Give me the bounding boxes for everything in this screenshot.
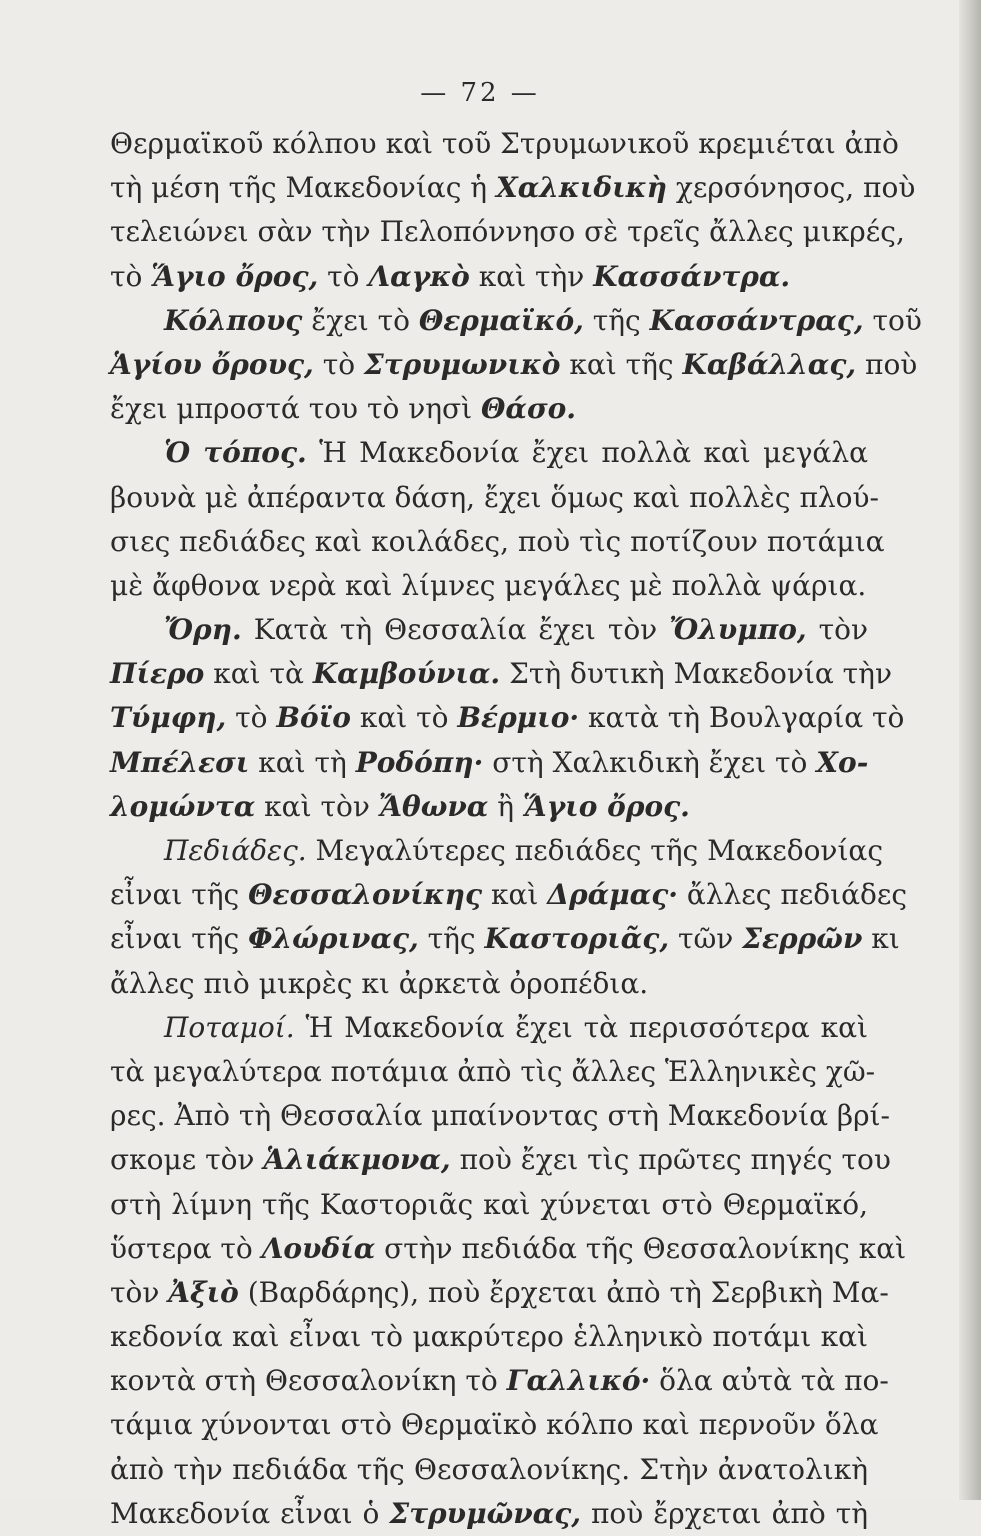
text-run: τὸ [318, 259, 369, 293]
emphasized-term: Πεδιάδες. [164, 834, 307, 867]
text-run: σιες πεδιάδες καὶ κοιλάδες, ποὺ τὶς ποτίζουν ποτάμια [110, 524, 885, 558]
text-run: ἄλλες πιὸ μικρὲς κι ἀρκετὰ ὀροπέδια. [110, 966, 649, 1000]
text-run: Θερμαϊκοῦ κόλπου καὶ τοῦ Στρυμωνικοῦ κρεμιέται ἀπὸ [110, 127, 899, 160]
page-edge [959, 0, 981, 1500]
text-run: Κατὰ τὴ Θεσσαλία ἔχει τὸν [241, 613, 670, 647]
body-text [110, 122, 922, 1536]
text-run: ὕστερα τὸ [110, 1231, 262, 1265]
emphasized-term: Μπέλεσι [110, 745, 250, 779]
text-line [110, 299, 922, 343]
text-run: ἀπὸ τὴν πεδιάδα τῆς Θεσσαλονίκης. Στὴν ἀνατολικὴ [110, 1452, 868, 1486]
text-run: τάμια χύνονται στὸ Θερμαϊκὸ κόλπο καὶ περνοῦν ὅλα [110, 1408, 879, 1442]
text-line [110, 785, 868, 829]
text-run: κι [862, 922, 900, 956]
text-line [110, 1359, 889, 1403]
text-line [110, 1183, 868, 1227]
text-line [110, 652, 892, 696]
text-line [110, 917, 900, 961]
text-line [110, 210, 905, 254]
emphasized-term: Καστοριᾶς, [484, 922, 670, 956]
text-run: στὴ λίμνη τῆς Καστοριᾶς καὶ χύνεται στὸ Θερμαϊκό, [110, 1187, 868, 1221]
emphasized-term: Κασσάντρας, [649, 303, 864, 337]
text-line [110, 608, 868, 652]
text-run: βουνὰ μὲ ἀπέραντα δάση, ἔχει ὅμως καὶ πολλὲς πλού- [110, 480, 879, 514]
text-line [110, 1492, 868, 1536]
text-line [110, 1138, 891, 1182]
text-line [110, 387, 868, 431]
text-line [110, 431, 868, 475]
text-run: τῆς [418, 922, 485, 956]
text-run: καὶ τῆς [560, 347, 683, 381]
emphasized-term: Κασσάντρα. [593, 259, 791, 293]
text-run: καὶ τὸν [255, 789, 379, 823]
text-run: ρες. Ἀπὸ τὴ Θεσσαλία μπαίνοντας στὴ Μακεδονία βρί- [110, 1099, 890, 1133]
text-run: τὸ [226, 701, 277, 735]
text-run: ποὺ [856, 347, 918, 381]
text-run: καὶ τὴν [469, 259, 594, 293]
emphasized-term: Στρυμῶνας, [389, 1496, 582, 1530]
text-line [110, 1403, 879, 1447]
emphasized-term: Θερμαϊκό, [418, 303, 584, 337]
text-run: κοντὰ στὴ Θεσσαλονίκη τὸ [110, 1364, 507, 1398]
text-run: τὴ μέση τῆς Μακεδονίας ἡ [110, 171, 496, 205]
text-line [110, 343, 918, 387]
emphasized-term: Καβάλλας, [682, 347, 857, 381]
text-line [110, 166, 916, 210]
text-run: τὸ [313, 347, 364, 381]
text-run: Ἡ Μακεδονία ἔχει τὰ περισσότερα καὶ [294, 1010, 868, 1044]
text-run: ἢ [488, 789, 523, 823]
emphasized-term: Στρυμωνικὸ [363, 347, 561, 381]
text-run: τῆς [583, 303, 650, 337]
text-run: χερσόνησος, ποὺ [667, 171, 916, 205]
emphasized-term: Χαλκιδικὴ [495, 171, 667, 205]
text-run: τὰ μεγαλύτερα ποτάμια ἀπὸ τὶς ἄλλες Ἑλληνικὲς χῶ- [110, 1054, 876, 1088]
text-line [110, 255, 868, 299]
text-line [110, 476, 879, 520]
text-line [110, 1094, 890, 1138]
text-run: εἶναι τῆς [110, 922, 249, 956]
text-run: καὶ τὴ [249, 745, 356, 779]
text-run: μὲ ἄφθονα νερὰ καὶ λίμνες μεγάλες μὲ πολλὰ ψάρια. [110, 568, 867, 602]
emphasized-term: Ἁλιάκμονα, [263, 1143, 451, 1177]
text-run: Ἡ Μακεδονία ἔχει πολλὰ καὶ μεγάλα [306, 436, 868, 470]
emphasized-term: Ἀξιὸ [168, 1275, 239, 1309]
text-line [110, 1050, 876, 1094]
text-run: καὶ τὸ [350, 701, 458, 735]
text-line [110, 873, 908, 917]
emphasized-term: Ἅγιο ὄρος, [151, 259, 319, 293]
emphasized-term: Ὁ τόπος. [164, 436, 307, 470]
emphasized-term: Πίερο [110, 657, 205, 691]
emphasized-term: Ἅγιο ὄρος. [522, 789, 690, 823]
text-run: ἔχει μπροστά του τὸ νησὶ [110, 392, 482, 426]
emphasized-term: Ὄρη. [164, 613, 242, 647]
emphasized-term: Ροδόπη· [355, 745, 484, 779]
text-line [110, 564, 868, 608]
text-line [110, 962, 868, 1006]
text-run: τῶν [669, 922, 743, 956]
emphasized-term: Θεσσαλονίκης [248, 878, 483, 912]
text-run: (Βαρδάρης), ποὺ ἔρχεται ἀπὸ τὴ Σερβικὴ Μα- [238, 1275, 889, 1309]
text-run: τοῦ [863, 303, 922, 337]
text-run: ποὺ ἔρχεται ἀπὸ τὴ [581, 1496, 868, 1530]
text-run: στὴν πεδιάδα τῆς Θεσσαλονίκης καὶ [375, 1231, 907, 1265]
emphasized-term: Καμβούνια. [312, 657, 501, 691]
text-line [110, 1006, 868, 1050]
text-run: ὅλα αὐτὰ τὰ πο- [650, 1364, 889, 1398]
emphasized-term: Θάσο. [481, 392, 577, 426]
emphasized-term: Ὄλυμπο, [669, 613, 807, 647]
emphasized-term: Βόϊο [276, 701, 351, 735]
text-line [110, 1271, 889, 1315]
emphasized-term: Σερρῶν [742, 922, 863, 956]
text-run: σκομε τὸν [110, 1143, 264, 1177]
text-run: τελειώνει σὰν τὴν Πελοπόννησο σὲ τρεῖς ἄλλες μικρές, [110, 215, 905, 249]
text-line [110, 1315, 868, 1359]
text-run: τὸν [110, 1275, 169, 1309]
emphasized-term: Βέρμιο· [457, 701, 580, 735]
text-run: εἶναι τῆς [110, 878, 249, 912]
text-run: ἔχει τὸ [302, 303, 419, 337]
emphasized-term: Κόλπους [164, 303, 303, 337]
emphasized-term: λομώντα [110, 789, 256, 823]
emphasized-term: Λαγκὸ [368, 259, 470, 293]
text-line [110, 829, 884, 873]
text-run: Στὴ δυτικὴ Μακεδονία τὴν [500, 657, 892, 691]
emphasized-term: Χο- [816, 745, 869, 779]
text-line [110, 1227, 907, 1271]
text-run: ἄλλες πεδιάδες [678, 878, 908, 912]
text-line [110, 520, 885, 564]
text-line [110, 741, 868, 785]
text-run: στὴ Χαλκιδικὴ ἔχει τὸ [483, 745, 817, 779]
emphasized-term: Γαλλικό· [506, 1364, 651, 1398]
page-number: — 72 — [420, 78, 540, 108]
emphasized-term: Τύμφη, [110, 701, 227, 735]
text-run: τὸ [110, 259, 152, 293]
text-run: Μεγαλύτερες πεδιάδες τῆς Μακεδονίας [306, 834, 884, 867]
emphasized-term: Λουδία [261, 1231, 376, 1265]
emphasized-term: Ἄθωνα [378, 789, 489, 823]
text-run: καὶ τὰ [204, 657, 313, 691]
text-line [110, 696, 905, 740]
text-run: ποὺ ἔχει τὶς πρῶτες πηγές του [450, 1143, 891, 1177]
emphasized-term: Ἁγίου ὄρους, [110, 347, 314, 381]
emphasized-term: Ποταμοί. [164, 1010, 295, 1044]
text-line [110, 122, 899, 166]
emphasized-term: Δράμας· [547, 878, 678, 912]
text-run: κατὰ τὴ Βουλγαρία τὸ [579, 701, 905, 735]
text-run: κεδονία καὶ εἶναι τὸ μακρύτερο ἑλληνικὸ ποτάμι καὶ [110, 1320, 868, 1354]
text-run: Μακεδονία εἶναι ὁ [110, 1496, 390, 1530]
text-line [110, 1448, 868, 1492]
emphasized-term: Φλώρινας, [248, 922, 419, 956]
text-run: τὸν [806, 613, 868, 647]
text-run: καὶ [482, 878, 548, 912]
